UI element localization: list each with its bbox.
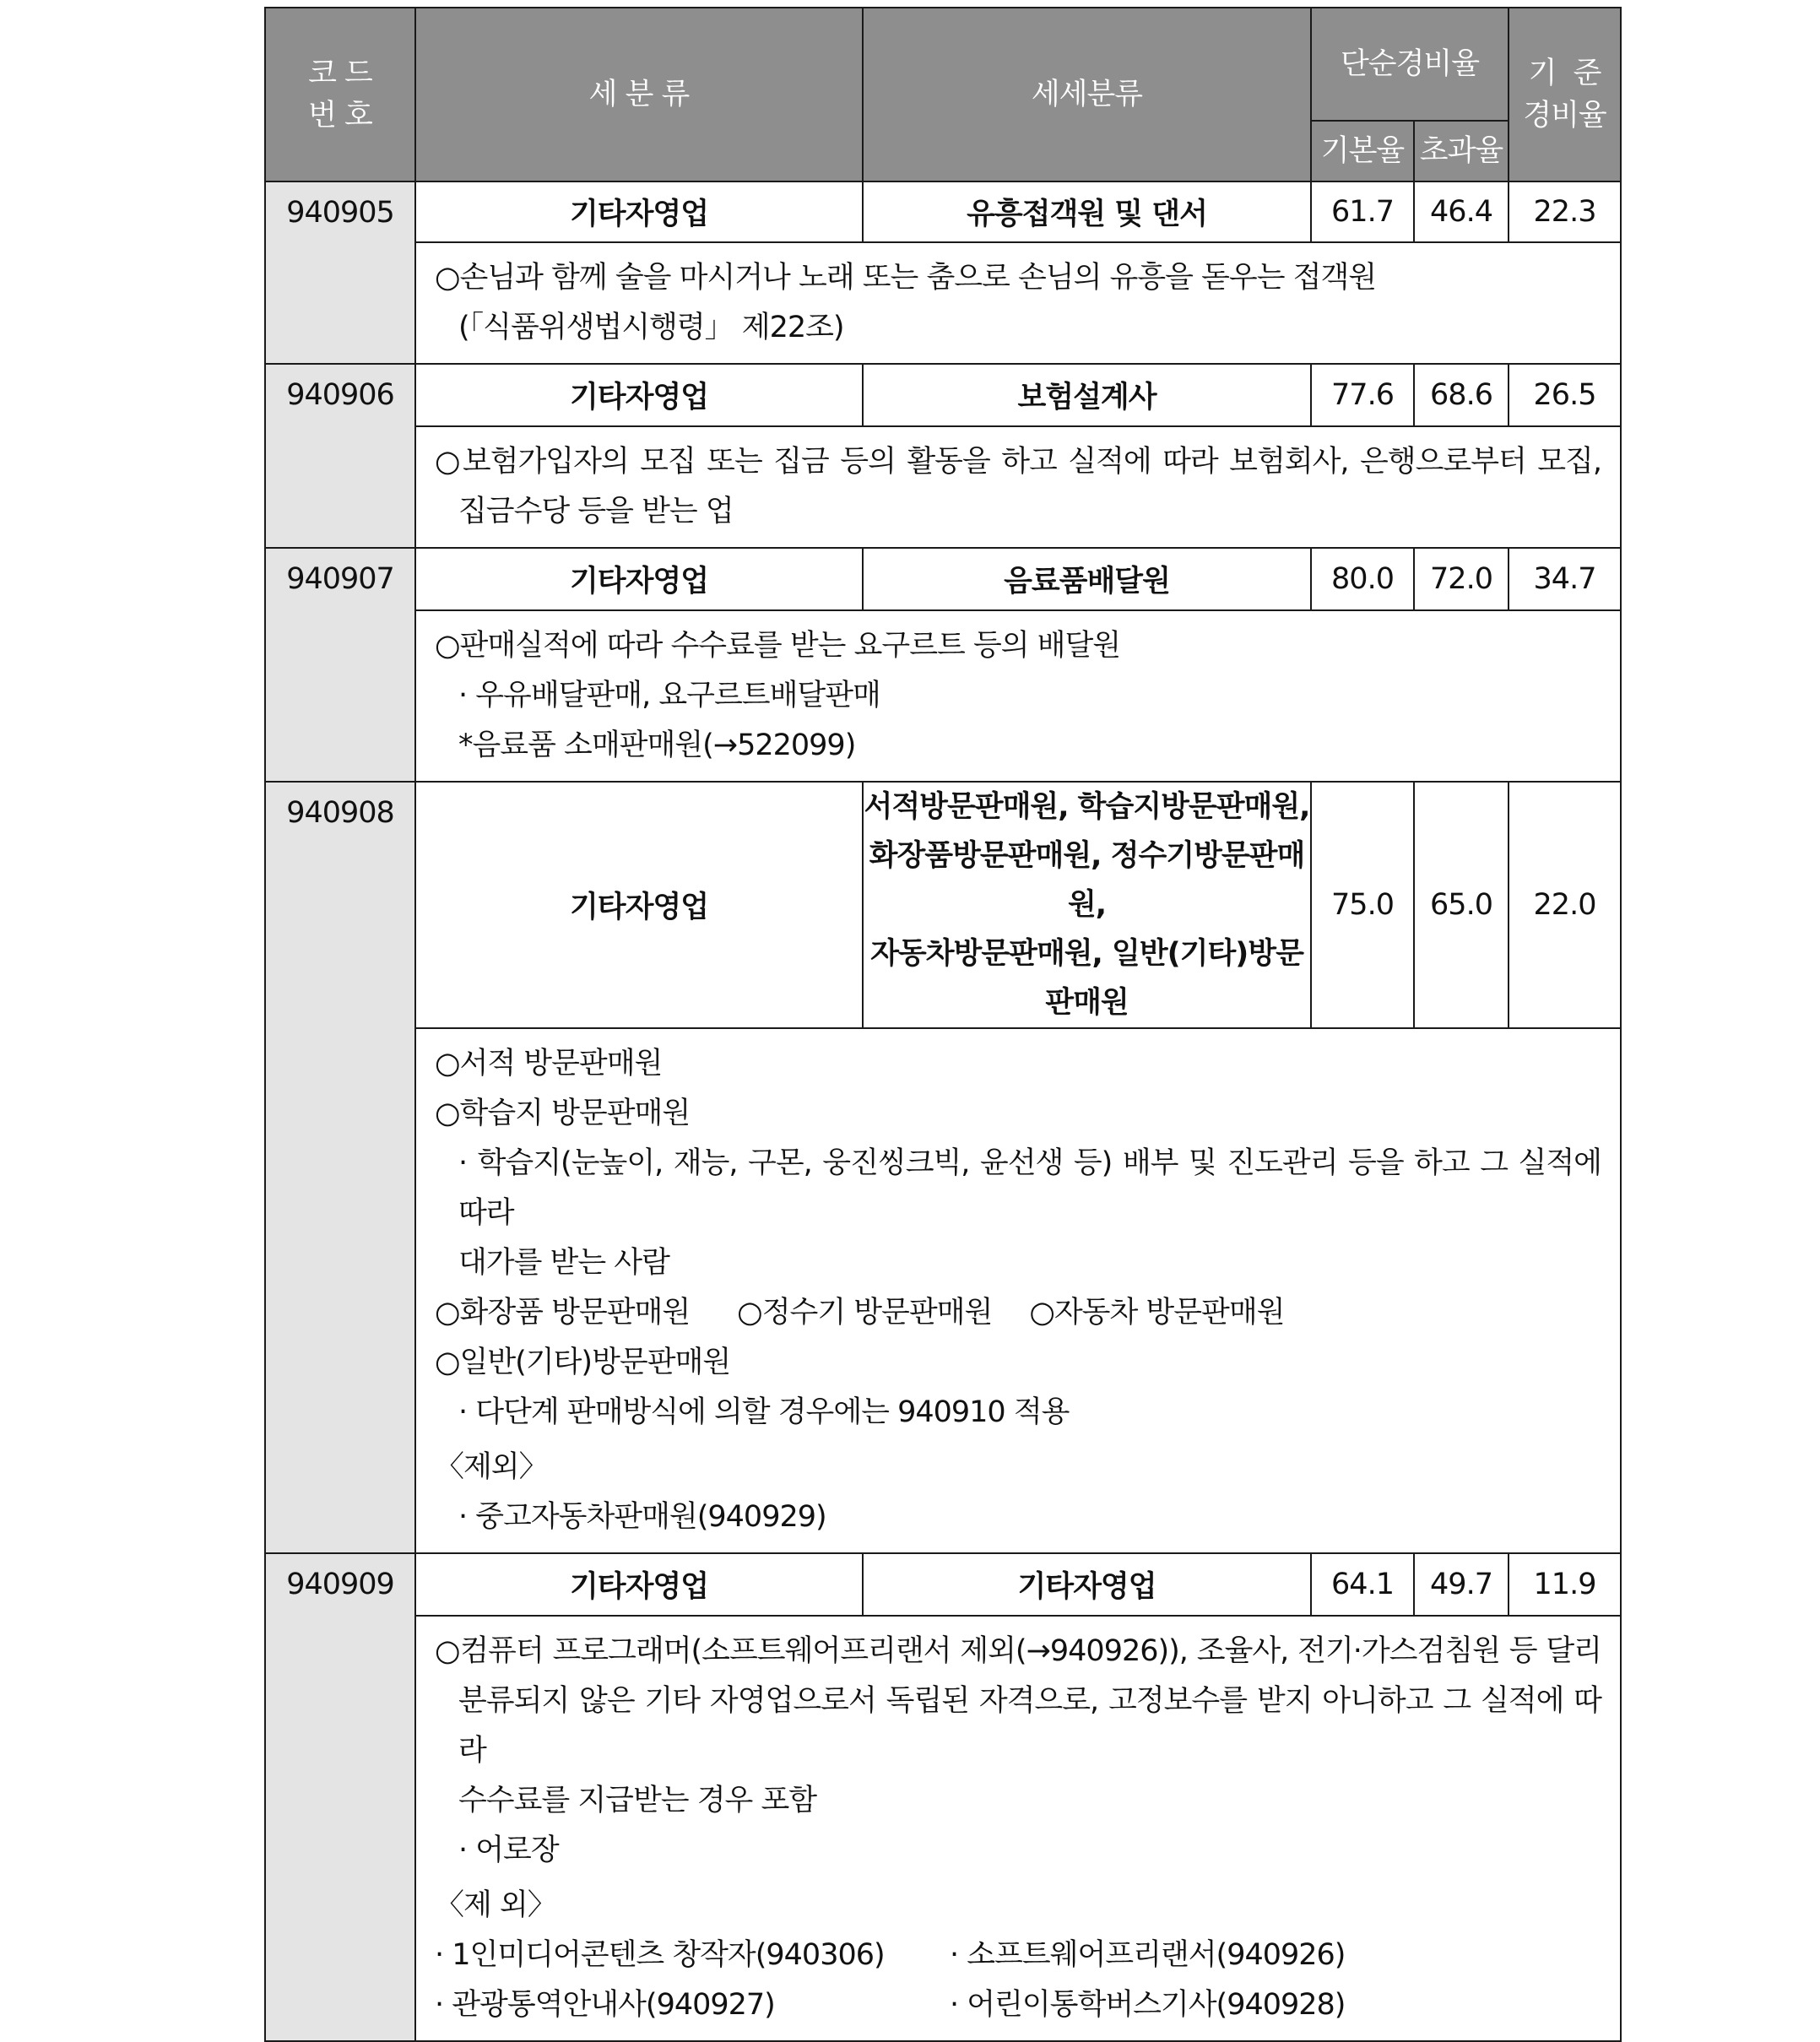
subcategory-cell: 기타자영업 — [415, 364, 863, 426]
desc-line: ○손님과 함께 술을 마시거나 노래 또는 춤으로 손님의 유흥을 돋우는 접객원 — [435, 261, 1377, 295]
sub-subcategory-cell — [863, 782, 1311, 1028]
desc-line: 대가를 받는 사람 — [458, 1246, 669, 1280]
description-row — [265, 242, 1621, 364]
standard-rate-cell: 11.9 — [1509, 1553, 1621, 1616]
sub-subcategory-line: 자동차방문판매원, 일반(기타)방문판매원 — [870, 937, 1303, 1020]
basic-rate-cell: 64.1 — [1311, 1553, 1414, 1616]
description-cell — [415, 1028, 1621, 1553]
desc-item: ○정수기 방문판매원 — [737, 1296, 993, 1330]
table-row — [265, 364, 1621, 426]
subcategory-cell: 기타자영업 — [415, 181, 863, 242]
exclusion-heading: 〈제 외〉 — [435, 1888, 556, 1922]
excess-rate-cell: 72.0 — [1414, 548, 1509, 610]
standard-rate-cell: 26.5 — [1509, 364, 1621, 426]
desc-item: ○화장품 방문판매원 — [435, 1296, 691, 1330]
table-row — [265, 1553, 1621, 1616]
exclusion-item: · 1인미디어콘텐츠 창작자(940306) — [435, 1938, 885, 1972]
header-standard-rate — [1509, 8, 1621, 181]
description-cell — [415, 426, 1621, 548]
header-simple-rate: 단순경비율 — [1311, 8, 1509, 121]
excess-rate-cell: 65.0 — [1414, 782, 1509, 1028]
sub-subcategory-line: 서적방문판매원, 학습지방문판매원, — [864, 790, 1310, 824]
description-row — [265, 1616, 1621, 2041]
exclusion-row — [435, 1980, 1601, 2030]
header-basic-rate: 기본율 — [1311, 121, 1414, 181]
exclusion-item: · 어린이통학버스기사(940928) — [950, 1988, 1346, 2022]
desc-line: 수수료를 지급받는 경우 포함 — [458, 1784, 817, 1817]
desc-line: (「식품위생법시행령」 제22조) — [458, 311, 844, 344]
desc-line: ○학습지 방문판매원 — [435, 1097, 691, 1130]
header-standard-line1: 기 준 — [1528, 57, 1601, 90]
desc-line: · 어로장 — [458, 1833, 559, 1867]
header-sub-subcategory: 세세분류 — [863, 8, 1311, 181]
standard-rate-cell: 22.0 — [1509, 782, 1621, 1028]
desc-line-multi — [435, 1288, 1601, 1338]
desc-line: ○서적 방문판매원 — [435, 1047, 663, 1081]
excess-rate-cell: 46.4 — [1414, 181, 1509, 242]
desc-line: 분류되지 않은 기타 자영업으로서 독립된 자격으로, 고정보수를 받지 아니하고 그 실적에 따라 — [458, 1684, 1601, 1768]
header-standard-line2: 경비율 — [1523, 99, 1606, 133]
basic-rate-cell: 75.0 — [1311, 782, 1414, 1028]
basic-rate-cell: 77.6 — [1311, 364, 1414, 426]
desc-line: · 중고자동차판매원(940929) — [458, 1500, 826, 1534]
code-cell: 940907 — [265, 548, 415, 782]
header-code — [265, 8, 415, 181]
desc-line: *음료품 소매판매원(→522099) — [458, 729, 856, 762]
subcategory-cell: 기타자영업 — [415, 548, 863, 610]
sub-subcategory-cell: 보험설계사 — [863, 364, 1311, 426]
description-row — [265, 610, 1621, 782]
header-row — [265, 8, 1621, 121]
header-code-line2: 번 호 — [308, 99, 372, 133]
expense-rate-table — [264, 7, 1622, 2042]
exclusion-row — [435, 1931, 1601, 1980]
sub-subcategory-line: 화장품방문판매원, 정수기방문판매원, — [869, 839, 1305, 922]
code-cell: 940909 — [265, 1553, 415, 2041]
desc-line: · 학습지(눈높이, 재능, 구몬, 웅진씽크빅, 윤선생 등) 배부 및 진도관리 등을 하고 그 실적에 따라 — [458, 1146, 1601, 1230]
sub-subcategory-cell: 음료품배달원 — [863, 548, 1311, 610]
code-cell: 940908 — [265, 782, 415, 1553]
sub-subcategory-cell: 기타자영업 — [863, 1553, 1311, 1616]
header-excess-rate: 초과율 — [1414, 121, 1509, 181]
desc-item: ○자동차 방문판매원 — [1029, 1296, 1285, 1330]
subcategory-cell: 기타자영업 — [415, 782, 863, 1028]
header-subcategory: 세 분 류 — [415, 8, 863, 181]
excess-rate-cell: 49.7 — [1414, 1553, 1509, 1616]
desc-line: ○일반(기타)방문판매원 — [435, 1346, 731, 1379]
description-cell — [415, 1616, 1621, 2041]
excess-rate-cell: 68.6 — [1414, 364, 1509, 426]
exclusion-item: · 소프트웨어프리랜서(940926) — [950, 1938, 1346, 1972]
table-row — [265, 782, 1621, 1028]
desc-line: · 다단계 판매방식에 의할 경우에는 940910 적용 — [458, 1395, 1070, 1429]
description-cell — [415, 242, 1621, 364]
basic-rate-cell: 61.7 — [1311, 181, 1414, 242]
desc-line: ○판매실적에 따라 수수료를 받는 요구르트 등의 배달원 — [435, 629, 1121, 663]
code-cell: 940905 — [265, 181, 415, 364]
standard-rate-cell: 22.3 — [1509, 181, 1621, 242]
exclusion-heading: 〈제외〉 — [435, 1450, 548, 1484]
desc-line: 집금수당 등을 받는 업 — [458, 495, 734, 528]
subcategory-cell: 기타자영업 — [415, 1553, 863, 1616]
description-row — [265, 1028, 1621, 1553]
description-row — [265, 426, 1621, 548]
code-cell: 940906 — [265, 364, 415, 548]
exclusion-item: · 관광통역안내사(940927) — [435, 1988, 775, 2022]
desc-line: ○컴퓨터 프로그래머(소프트웨어프리랜서 제외(→940926)), 조율사, 전기·가스검침원 등 달리 — [435, 1634, 1601, 1668]
table-row — [265, 181, 1621, 242]
desc-line: ○보험가입자의 모집 또는 집금 등의 활동을 하고 실적에 따라 보험회사, 은행으로부터 모집, — [435, 445, 1601, 479]
description-cell — [415, 610, 1621, 782]
standard-rate-cell: 34.7 — [1509, 548, 1621, 610]
header-code-line1: 코 드 — [308, 57, 372, 90]
sub-subcategory-cell: 유흥접객원 및 댄서 — [863, 181, 1311, 242]
table-row — [265, 548, 1621, 610]
basic-rate-cell: 80.0 — [1311, 548, 1414, 610]
desc-line: · 우유배달판매, 요구르트배달판매 — [458, 679, 880, 712]
